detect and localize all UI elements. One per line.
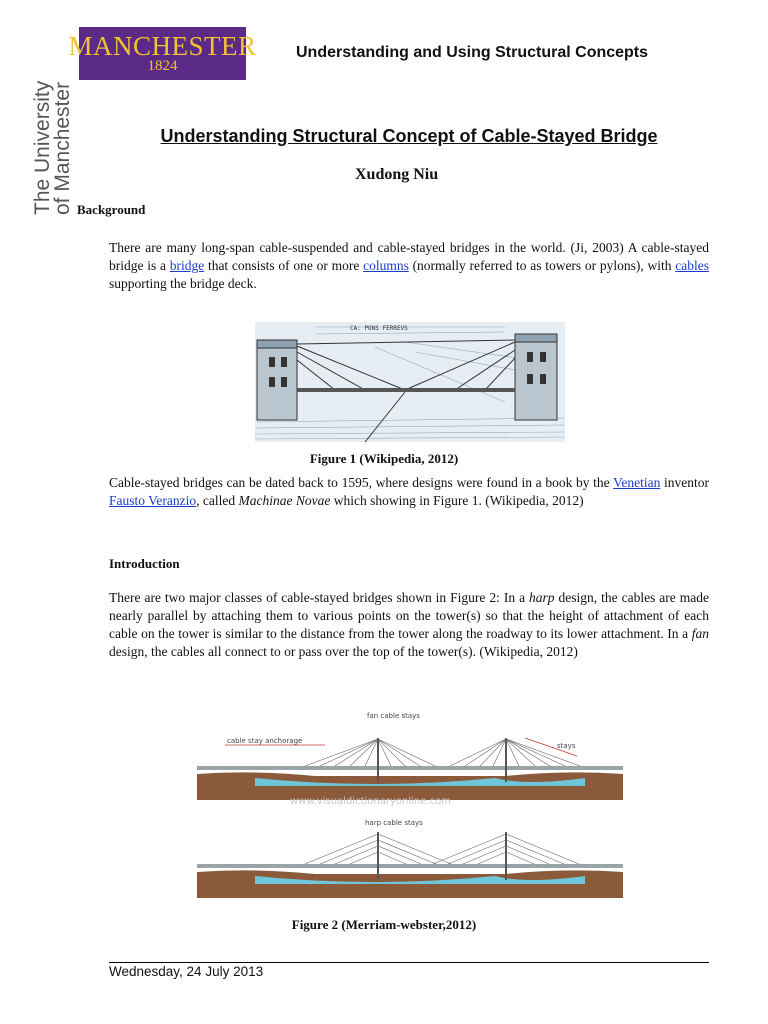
text-run: , called bbox=[196, 493, 239, 508]
document-title bbox=[0, 126, 768, 147]
figure2-caption: Figure 2 (Merriam-webster,2012) bbox=[291, 917, 477, 932]
text-run: Cable-stayed bridges can be dated back to 1595, where designs were found in a book by the bbox=[109, 475, 614, 490]
text-run: design, the cables all connect to or pass over the top of the tower(s). (Wikipedia, 2012) bbox=[109, 644, 578, 659]
label-harp-cable-stays: harp cable stays bbox=[365, 819, 423, 827]
text-run: which showing in Figure 1. (Wikipedia, 2012) bbox=[330, 493, 584, 508]
footer-date: Wednesday, 24 July 2013 bbox=[109, 964, 264, 979]
book-title: Machinae Novae bbox=[238, 493, 331, 508]
figure1-engraving bbox=[255, 322, 565, 442]
label-fan-cable-stays: fan cable stays bbox=[367, 712, 420, 720]
figure1-caption: Figure 1 (Wikipedia, 2012) bbox=[309, 451, 459, 466]
text-run: There are two major classes of cable-stayed bridges shown in Figure 2: In a bbox=[109, 590, 530, 605]
figure2-diagram bbox=[195, 708, 625, 903]
engraving-inscription: CA: PONS FERREVS bbox=[350, 325, 408, 332]
text-run: design, the cables are made nearly parallel by attaching them to various points on the tower(s) so that the height of attachment of each cable on the tower is similar to the distance from the tower along the roadway to its lower attachment. In a bbox=[109, 590, 710, 641]
term-fan: fan bbox=[691, 626, 709, 641]
background-heading: Background bbox=[77, 202, 146, 217]
watermark: www.visualdictionaryonline.com bbox=[290, 796, 451, 807]
author: Xudong Niu bbox=[355, 166, 439, 183]
text-run: There are many long-span cable-suspended and cable-stayed bridges in the world. (Ji, 2003) A cable-stayed bridge is a bbox=[109, 240, 709, 273]
university-logo bbox=[68, 27, 257, 80]
label-cable-stay-anchorage: cable stay anchorage bbox=[227, 737, 303, 745]
link-fausto-veranzio[interactable]: Fausto Veranzio bbox=[109, 493, 197, 508]
text-run: that consists of one or more bbox=[204, 258, 364, 273]
term-harp: harp bbox=[529, 590, 555, 605]
text-run: (normally referred to as towers or pylons), with bbox=[408, 258, 676, 273]
footer-divider bbox=[109, 962, 709, 963]
text-run: inventor bbox=[660, 475, 709, 490]
background-paragraph bbox=[109, 239, 709, 293]
introduction-paragraph bbox=[109, 589, 709, 661]
link-bridge[interactable]: bridge bbox=[169, 258, 205, 273]
history-paragraph bbox=[109, 474, 709, 510]
logo-wordmark: MANCHESTER bbox=[68, 31, 257, 61]
document-title-text: Understanding Structural Concept of Cable-Stayed Bridge bbox=[160, 126, 658, 146]
label-stays: stays bbox=[557, 742, 576, 750]
link-cables[interactable]: cables bbox=[675, 258, 709, 273]
logo-year: 1824 bbox=[147, 58, 178, 74]
link-columns[interactable]: columns bbox=[363, 258, 409, 273]
side-text-line1: The University bbox=[31, 80, 54, 215]
introduction-heading: Introduction bbox=[109, 556, 180, 571]
side-text-line2: of Manchester bbox=[51, 81, 74, 215]
text-run: supporting the bridge deck. bbox=[109, 276, 257, 291]
link-venetian[interactable]: Venetian bbox=[613, 475, 661, 490]
running-header: Understanding and Using Structural Concepts bbox=[296, 44, 649, 61]
